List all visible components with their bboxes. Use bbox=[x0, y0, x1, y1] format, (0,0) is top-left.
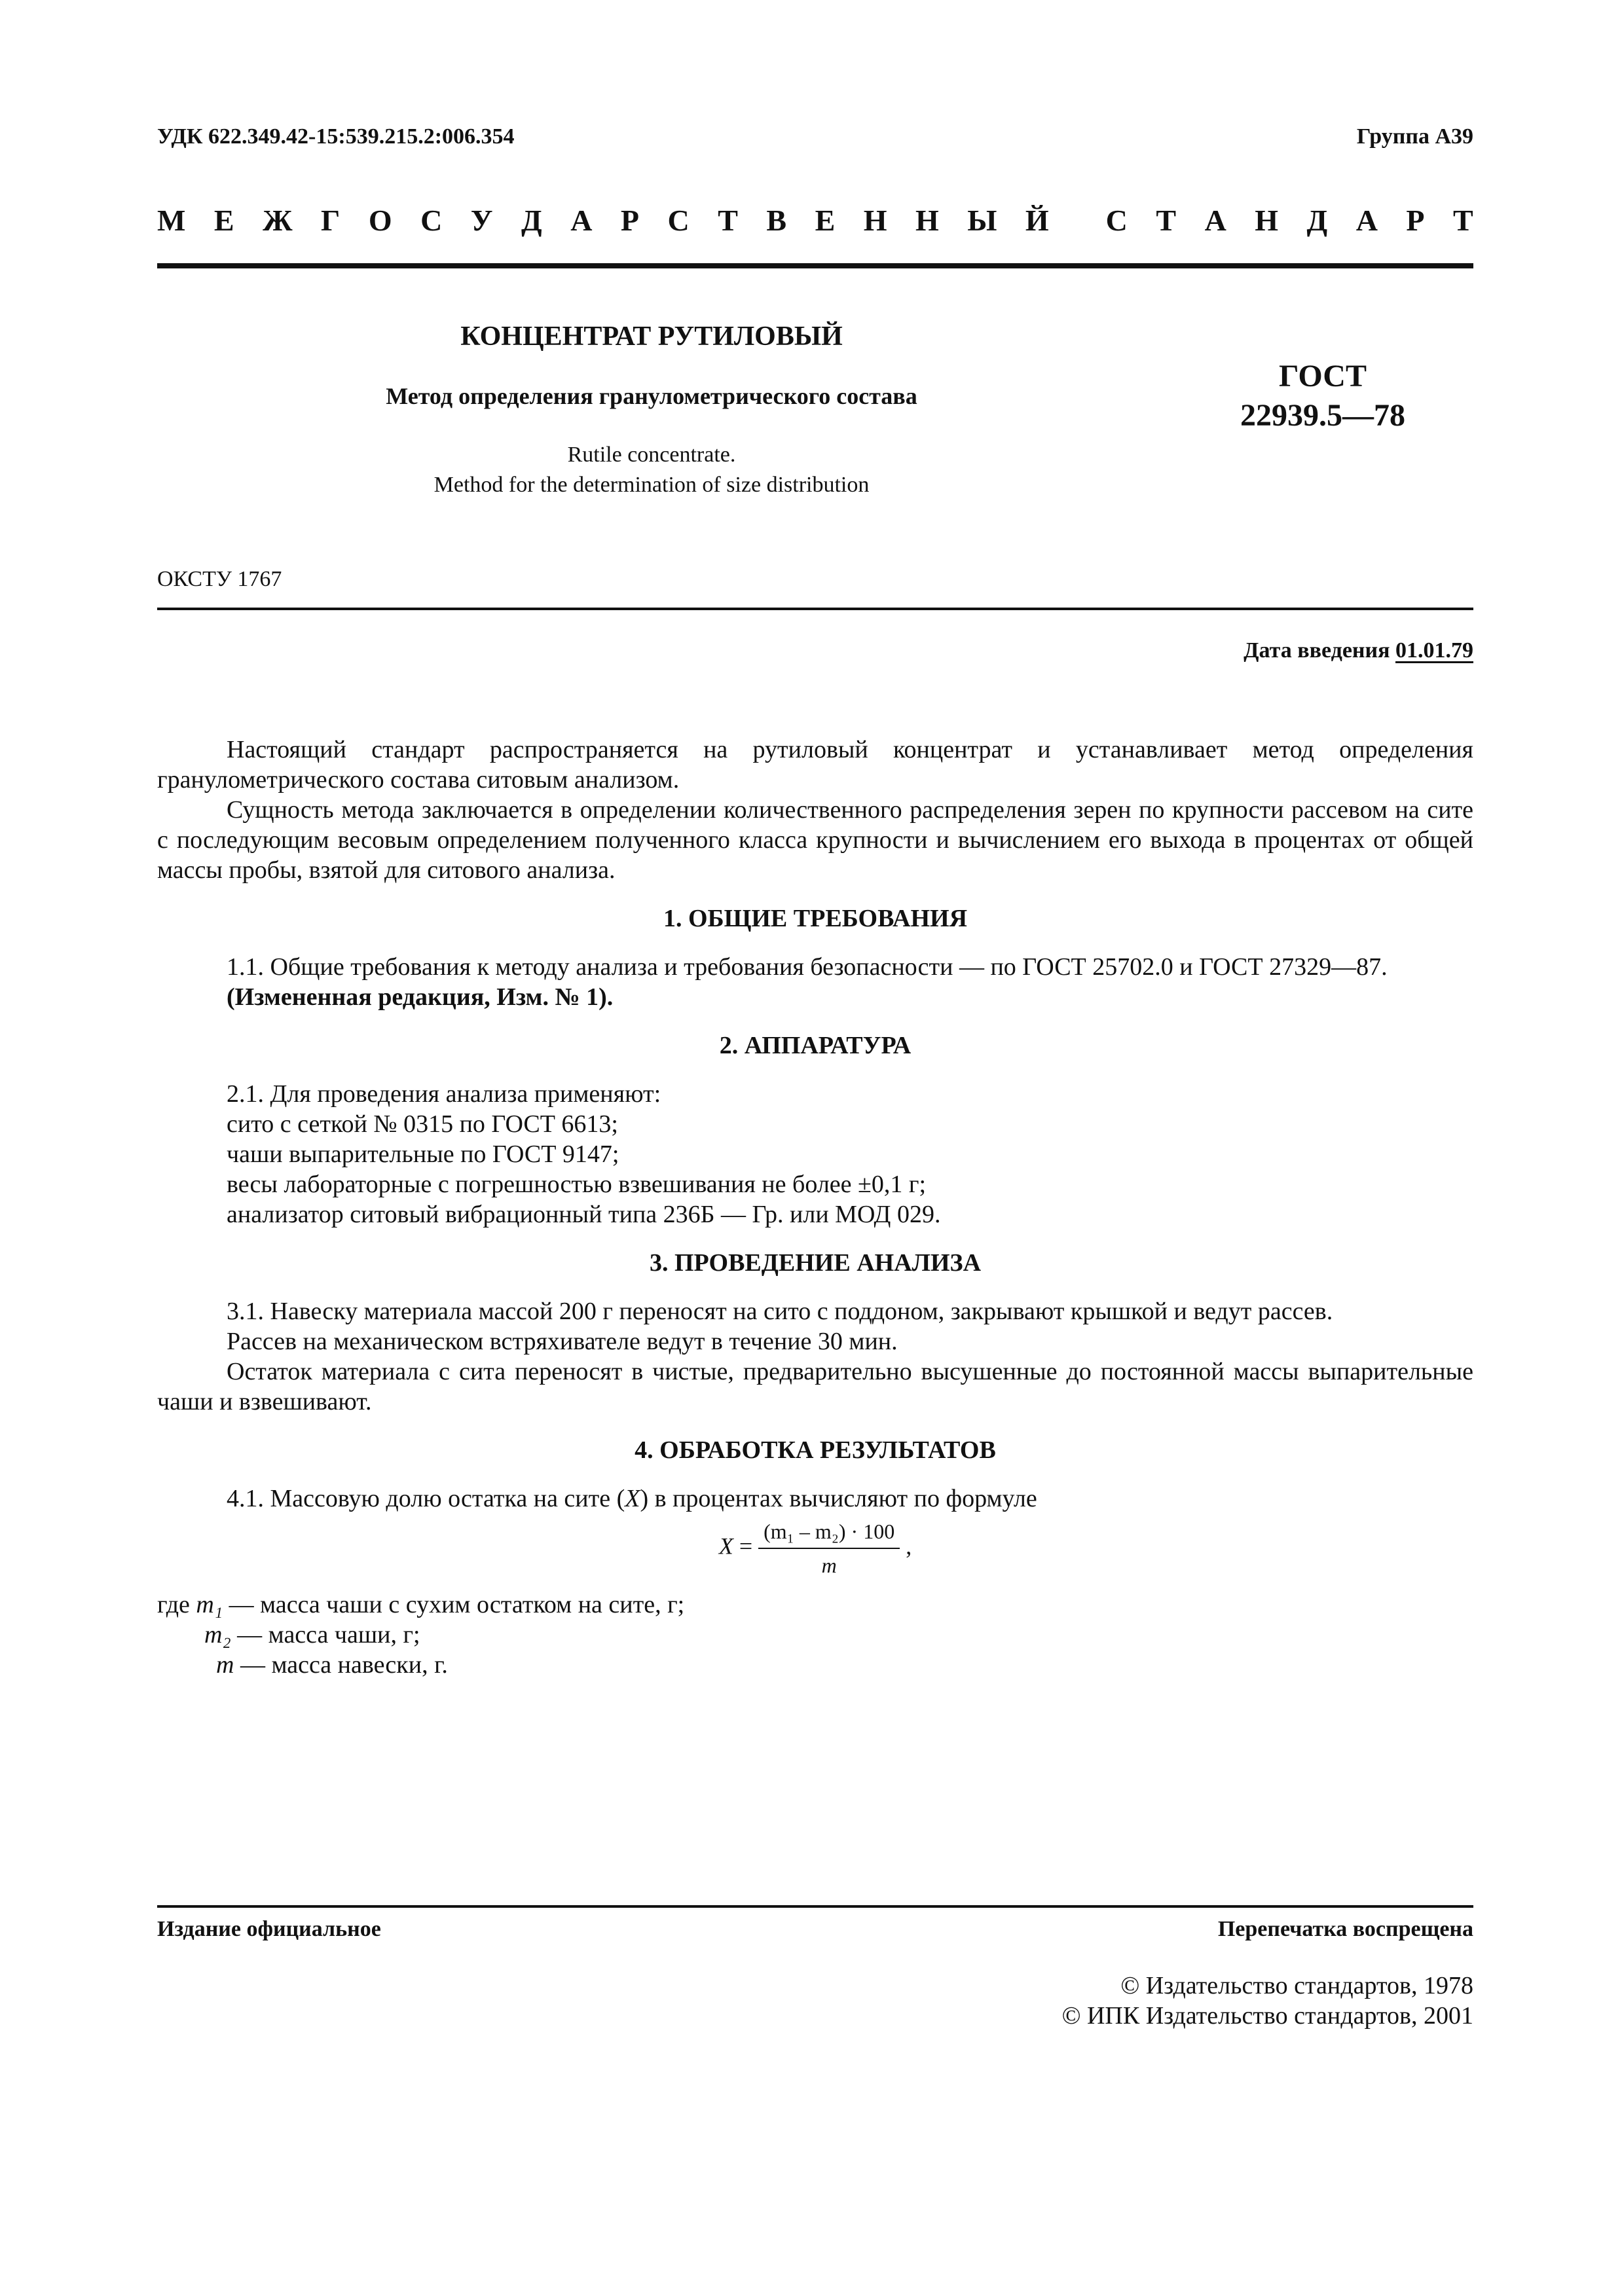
equipment-line: сито с сеткой № 0315 по ГОСТ 6613; bbox=[227, 1110, 618, 1138]
banner-letter: Й bbox=[1025, 204, 1049, 237]
banner-letter: Е bbox=[213, 204, 234, 237]
section-4-paragraph bbox=[157, 1484, 1473, 1514]
header-rule bbox=[157, 263, 1473, 268]
copyright-line-1: © Издательство стандартов, 1978 bbox=[1120, 1972, 1473, 1999]
text-run: 4.1. Массовую долю остатка на сите ( bbox=[227, 1485, 625, 1512]
banner-letter: Н bbox=[1255, 204, 1279, 237]
effective-date-label: Дата введения bbox=[1244, 638, 1395, 663]
section-1-heading: 1. ОБЩИЕ ТРЕБОВАНИЯ bbox=[663, 905, 968, 932]
reprint-notice: Перепечатка воспрещена bbox=[1217, 1917, 1473, 1941]
legend-symbol: m₁ bbox=[196, 1591, 223, 1618]
banner-letter: Н bbox=[863, 204, 887, 237]
banner-letter: Ж bbox=[263, 204, 293, 237]
footer-row bbox=[157, 1917, 1473, 1942]
legend-symbol: m₂ bbox=[204, 1621, 231, 1649]
banner-letter: Г bbox=[321, 204, 341, 237]
section-3-paragraph-3: Остаток материала с сита переносят в чистые, предварительно высушенные до постоянной массы выпарительные чаши и взвешивают. bbox=[157, 1358, 1473, 1415]
intro-paragraph-1: Настоящий стандарт распространяется на рутиловый концентрат и устанавливает метод определения гранулометрического состава ситовым анализом. bbox=[157, 736, 1473, 793]
banner-letter: Т bbox=[1453, 204, 1473, 237]
formula bbox=[157, 1516, 1473, 1580]
banner-letter: Ы bbox=[967, 204, 997, 237]
banner-letter: А bbox=[570, 204, 593, 237]
amendment-note: (Измененная редакция, Изм. № 1). bbox=[227, 983, 614, 1011]
section-3-paragraph-1: 3.1. Навеску материала массой 200 г переносят на сито с поддоном, закрывают крышкой и ведут рассев. bbox=[227, 1298, 1333, 1325]
interstate-standard-banner bbox=[157, 203, 1473, 238]
english-title-line-1: Rutile concentrate. bbox=[567, 443, 736, 467]
banner-letter: Р bbox=[620, 204, 640, 237]
gost-label: ГОСТ bbox=[1279, 359, 1367, 393]
document-subtitle: Метод определения гранулометрического состава bbox=[386, 383, 917, 409]
legend-line bbox=[157, 1650, 1473, 1680]
banner-letter: Р bbox=[1406, 204, 1425, 237]
banner-letter: Е bbox=[815, 204, 836, 237]
effective-date bbox=[1244, 638, 1473, 663]
header-row bbox=[157, 124, 1473, 149]
formula-numerator: (m₁ – m₂) · 100 bbox=[758, 1516, 900, 1549]
formula-denominator: m bbox=[821, 1554, 837, 1577]
equipment-line: 2.1. Для проведения анализа применяют: bbox=[227, 1080, 661, 1108]
legend-text: — масса навески, г. bbox=[234, 1651, 448, 1679]
footer-rule bbox=[157, 1905, 1473, 1908]
section-4-heading: 4. ОБРАБОТКА РЕЗУЛЬТАТОВ bbox=[635, 1436, 996, 1464]
formula-fraction bbox=[758, 1516, 900, 1580]
legend-symbol: m bbox=[216, 1651, 234, 1679]
intro-paragraph-2: Сущность метода заключается в определении количественного распределения зерен по крупности рассевом на сите с последующим весовым определением полученного класса крупности и вычислением его выхода в процентах от общей массы пробы, взятой для ситового анализа. bbox=[157, 796, 1473, 884]
legend-text: — масса чаши с сухим остатком на сите, г; bbox=[223, 1591, 685, 1618]
oksty-code: ОКСТУ 1767 bbox=[157, 567, 282, 591]
formula-legend bbox=[157, 1590, 1473, 1680]
banner-letter: У bbox=[470, 204, 493, 237]
official-edition: Издание официальное bbox=[157, 1917, 381, 1941]
legend-line bbox=[157, 1620, 1473, 1650]
text-run: где bbox=[157, 1591, 196, 1618]
equipment-line: анализатор ситовый вибрационный типа 236Б — Гр. или МОД 029. bbox=[227, 1201, 941, 1228]
banner-letter: С bbox=[667, 204, 690, 237]
english-title-line-2: Method for the determination of size distribution bbox=[433, 473, 870, 497]
banner-letter: А bbox=[1204, 204, 1226, 237]
title-block bbox=[157, 321, 1146, 500]
banner-letter: Н bbox=[915, 204, 939, 237]
udk-code: УДК 622.349.42-15:539.215.2:006.354 bbox=[157, 124, 515, 149]
banner-letter: Д bbox=[1306, 204, 1328, 237]
text-run: ) в процентах вычисляют по формуле bbox=[640, 1485, 1037, 1512]
document-title: КОНЦЕНТРАТ РУТИЛОВЫЙ bbox=[460, 321, 843, 352]
legend-line bbox=[157, 1590, 1473, 1620]
equipment-line: чаши выпарительные по ГОСТ 9147; bbox=[227, 1140, 619, 1168]
group-code: Группа А39 bbox=[1356, 124, 1473, 149]
english-title bbox=[157, 440, 1146, 500]
banner-letter: М bbox=[157, 204, 186, 237]
gost-code: 22939.5—78 bbox=[1240, 398, 1405, 433]
banner-letter: А bbox=[1355, 204, 1378, 237]
equipment-line: весы лабораторные с погрешностью взвешивания не более ±0,1 г; bbox=[227, 1171, 927, 1198]
effective-date-value: 01.01.79 bbox=[1395, 638, 1473, 663]
section-2-heading: 2. АППАРАТУРА bbox=[719, 1032, 912, 1059]
section-1-paragraph: 1.1. Общие требования к методу анализа и требования безопасности — по ГОСТ 25702.0 и ГОСТ 27329—87. bbox=[227, 953, 1388, 981]
legend-text: — масса чаши, г; bbox=[230, 1621, 420, 1649]
banner-letter: О bbox=[368, 204, 392, 237]
formula-lhs: X bbox=[718, 1533, 733, 1559]
variable-x: X bbox=[625, 1485, 640, 1512]
banner-letter: С bbox=[420, 204, 443, 237]
banner-letter: Д bbox=[521, 204, 542, 237]
section-3-paragraph-2: Рассев на механическом встряхивателе ведут в течение 30 мин. bbox=[227, 1328, 898, 1355]
banner-letter: Т bbox=[1156, 204, 1177, 237]
formula-equals: = bbox=[733, 1533, 759, 1559]
banner-letter: С bbox=[1105, 204, 1128, 237]
copyright-line-2: © ИПК Издательство стандартов, 2001 bbox=[1061, 2002, 1473, 2030]
section-3-heading: 3. ПРОВЕДЕНИЕ АНАЛИЗА bbox=[649, 1249, 982, 1277]
oksty-rule bbox=[157, 608, 1473, 610]
copyright-block bbox=[1062, 1971, 1473, 2031]
document-body bbox=[157, 735, 1473, 1680]
gost-number bbox=[1159, 357, 1486, 435]
banner-letter: Т bbox=[718, 204, 738, 237]
formula-tail: , bbox=[900, 1533, 912, 1559]
banner-letter: В bbox=[766, 204, 787, 237]
